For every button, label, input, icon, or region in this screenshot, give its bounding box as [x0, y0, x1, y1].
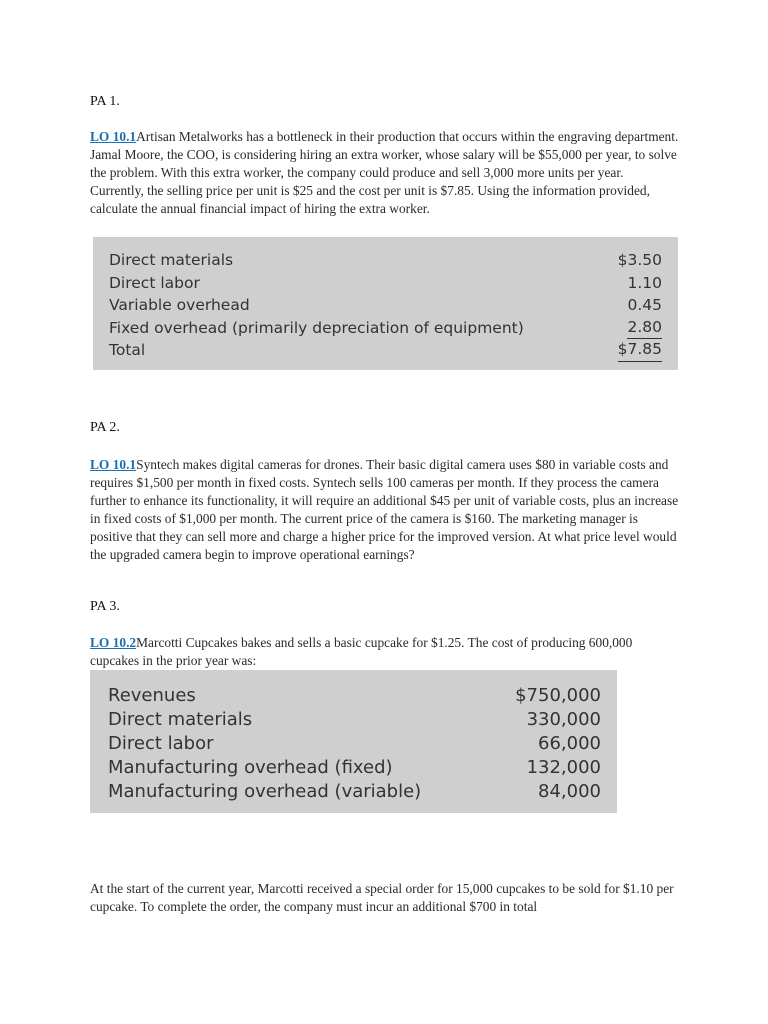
- row-label: Manufacturing overhead (fixed): [108, 757, 393, 778]
- pa3-cost-table: [90, 670, 617, 813]
- row-value: 330,000: [526, 709, 601, 730]
- row-value: 84,000: [538, 781, 601, 802]
- pa1-lo-link[interactable]: LO 10.1: [90, 129, 137, 144]
- row-value: 0.45: [627, 296, 662, 314]
- table-row: [108, 708, 601, 732]
- pa2-text: Syntech makes digital cameras for drones. Their basic digital camera uses $80 in variable costs and requires $1,500 per month in fixed costs. Syntech sells 100 cameras per month. If they process the camera further to enhance its functionality, it will require an additional $45 per unit of variable costs, plus an increase in fixed costs of $1,000 per month. The current price of the camera is $160. The marketing manager is positive that they can sell more and charge a higher price for the improved version. At what price level would the upgraded camera begin to improve operational earnings?: [90, 457, 679, 562]
- row-label: Direct labor: [109, 273, 200, 292]
- pa1-paragraph: [90, 128, 680, 218]
- pa2-heading: PA 2.: [90, 420, 120, 435]
- table-row: [108, 780, 601, 804]
- pa1-heading: PA 1.: [90, 94, 120, 109]
- row-value: $3.50: [617, 251, 662, 269]
- table-row: [109, 294, 662, 317]
- pa3-heading: PA 3.: [90, 599, 120, 614]
- table-row: [109, 317, 662, 340]
- pa3-followup-paragraph: At the start of the current year, Marcotti received a special order for 15,000 cupcakes to be sold for $1.10 per cupcake. To complete the order, the company must incur an additional $700 in total: [90, 881, 674, 914]
- row-value: 2.80: [627, 317, 662, 340]
- row-value: $7.85: [618, 339, 662, 362]
- pa3-paragraph: [90, 634, 680, 670]
- table-row: [108, 756, 601, 780]
- row-label: Total: [109, 341, 146, 359]
- pa3-text: Marcotti Cupcakes bakes and sells a basic cupcake for $1.25. The cost of producing 600,000 cupcakes in the prior year was:: [90, 635, 633, 668]
- pa1-text: Artisan Metalworks has a bottleneck in their production that occurs within the engraving department. Jamal Moore, the COO, is considering hiring an extra worker, whose salary will be $55,000 per year, to solve the problem. With this extra worker, the company could produce and sell 3,000 more units per year. Currently, the selling price per unit is $25 and the cost per unit is $7.85. Using the information provided, calculate the annual financial impact of hiring the extra worker.: [90, 129, 679, 216]
- row-label: Fixed overhead (primarily depreciation of equipment): [109, 318, 524, 337]
- table-row: [108, 732, 601, 756]
- table-row: [108, 684, 601, 708]
- row-label: Revenues: [108, 685, 196, 706]
- row-label: Manufacturing overhead (variable): [108, 781, 422, 802]
- table-row-total: [109, 339, 662, 362]
- row-label: Direct labor: [108, 733, 214, 754]
- pa2-lo-link[interactable]: LO 10.1: [90, 457, 137, 472]
- row-label: Direct materials: [109, 251, 234, 269]
- row-label: Direct materials: [108, 709, 253, 730]
- pa1-cost-table: [93, 237, 678, 370]
- pa2-paragraph: [90, 456, 680, 564]
- row-label: Variable overhead: [109, 296, 250, 314]
- pa3-lo-link[interactable]: LO 10.2: [90, 635, 137, 650]
- table-row: [109, 249, 662, 272]
- row-value: $750,000: [515, 685, 601, 706]
- row-value: 1.10: [627, 273, 662, 292]
- table-row: [109, 272, 662, 295]
- row-value: 66,000: [538, 733, 601, 754]
- row-value: 132,000: [526, 757, 601, 778]
